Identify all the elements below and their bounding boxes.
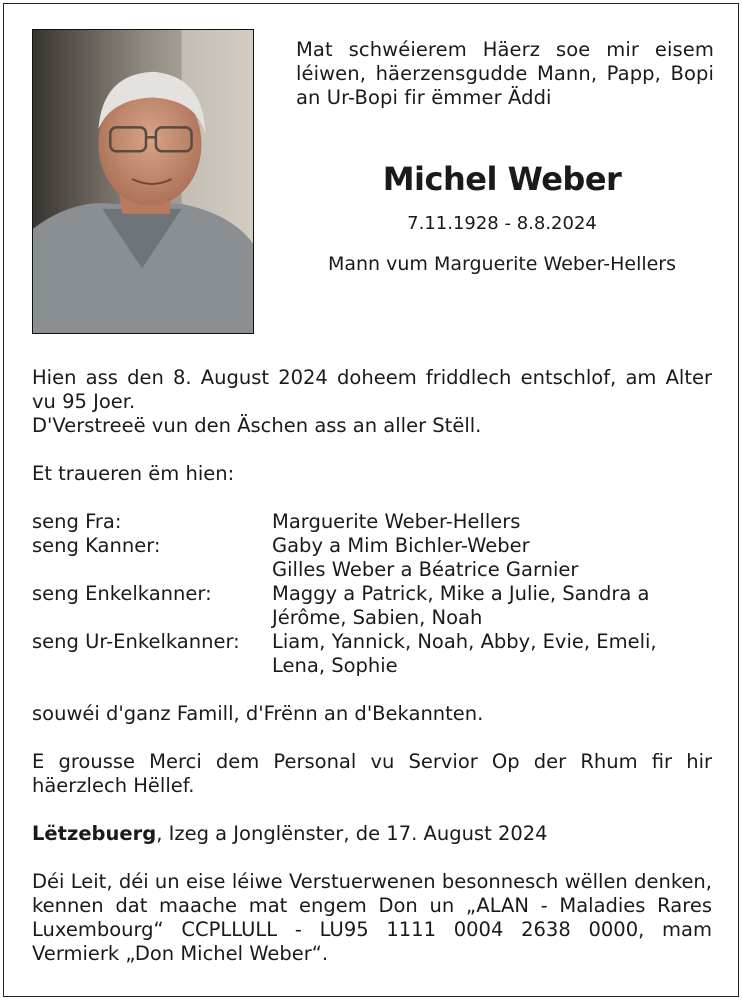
family-label: seng Enkelkanner: [32, 582, 212, 605]
family-name: Maggy a Patrick, Mike a Julie, Sandra a [272, 582, 650, 605]
family-row [32, 630, 712, 678]
portrait-image [33, 30, 253, 333]
family-row [32, 534, 712, 582]
thanks-line: E grousse Merci dem Personal vu Servior Op der Rhum fir hir häerzlech Hëllef. [32, 750, 712, 797]
notice-body [32, 366, 712, 966]
family-label: seng Fra: [32, 510, 122, 533]
family-name: Jérôme, Sabien, Noah [272, 606, 483, 629]
family-row [32, 582, 712, 630]
family-label: seng Ur-Enkelkanner: [32, 630, 240, 653]
intro-text: Mat schwéierem Häerz soe mir eisem léiwen, häerzensgudde Mann, Papp, Bopi an Ur-Bopi fir ëmmer Äddi [296, 38, 714, 109]
place-date: , Izeg a Jonglënster, de 17. August 2024 [156, 822, 548, 845]
family-name: Gaby a Mim Bichler-Weber [272, 534, 530, 557]
family-row [32, 510, 712, 534]
mourners-heading: Et traueren ëm hien: [32, 462, 235, 485]
family-name: Gilles Weber a Béatrice Garnier [272, 558, 579, 581]
place-date-line [32, 822, 712, 846]
life-dates: 7.11.1928 - 8.8.2024 [407, 213, 597, 234]
deceased-name: Michel Weber [382, 160, 622, 198]
portrait-photo [32, 29, 254, 334]
death-notice: Hien ass den 8. August 2024 doheem friddlech entschlof, am Alter vu 95 Joer. [32, 366, 712, 413]
ashes-notice: D'Verstreeë vun den Äschen ass an aller Stëll. [32, 414, 482, 437]
family-name: Liam, Yannick, Noah, Abby, Evie, Emeli, [272, 630, 657, 653]
others-line: souwéi d'ganz Famill, d'Frënn an d'Bekannten. [32, 702, 484, 725]
spouse-line: Mann vum Marguerite Weber-Hellers [327, 253, 677, 275]
donation-text: Déi Leit, déi un eise léiwe Verstuerwenen besonnesch wëllen denken, kennen dat maache mat engem Don un „ALAN - Maladies Rares Luxembourg“ CCPLLULL - LU95 1111 0004 2638 0000, mam Vermierk „Don Michel Weber“. [32, 870, 712, 965]
family-label: seng Kanner: [32, 534, 161, 557]
family-name: Marguerite Weber-Hellers [272, 510, 521, 533]
family-name: Lena, Sophie [272, 654, 398, 677]
place-name: Lëtzebuerg [32, 822, 157, 845]
